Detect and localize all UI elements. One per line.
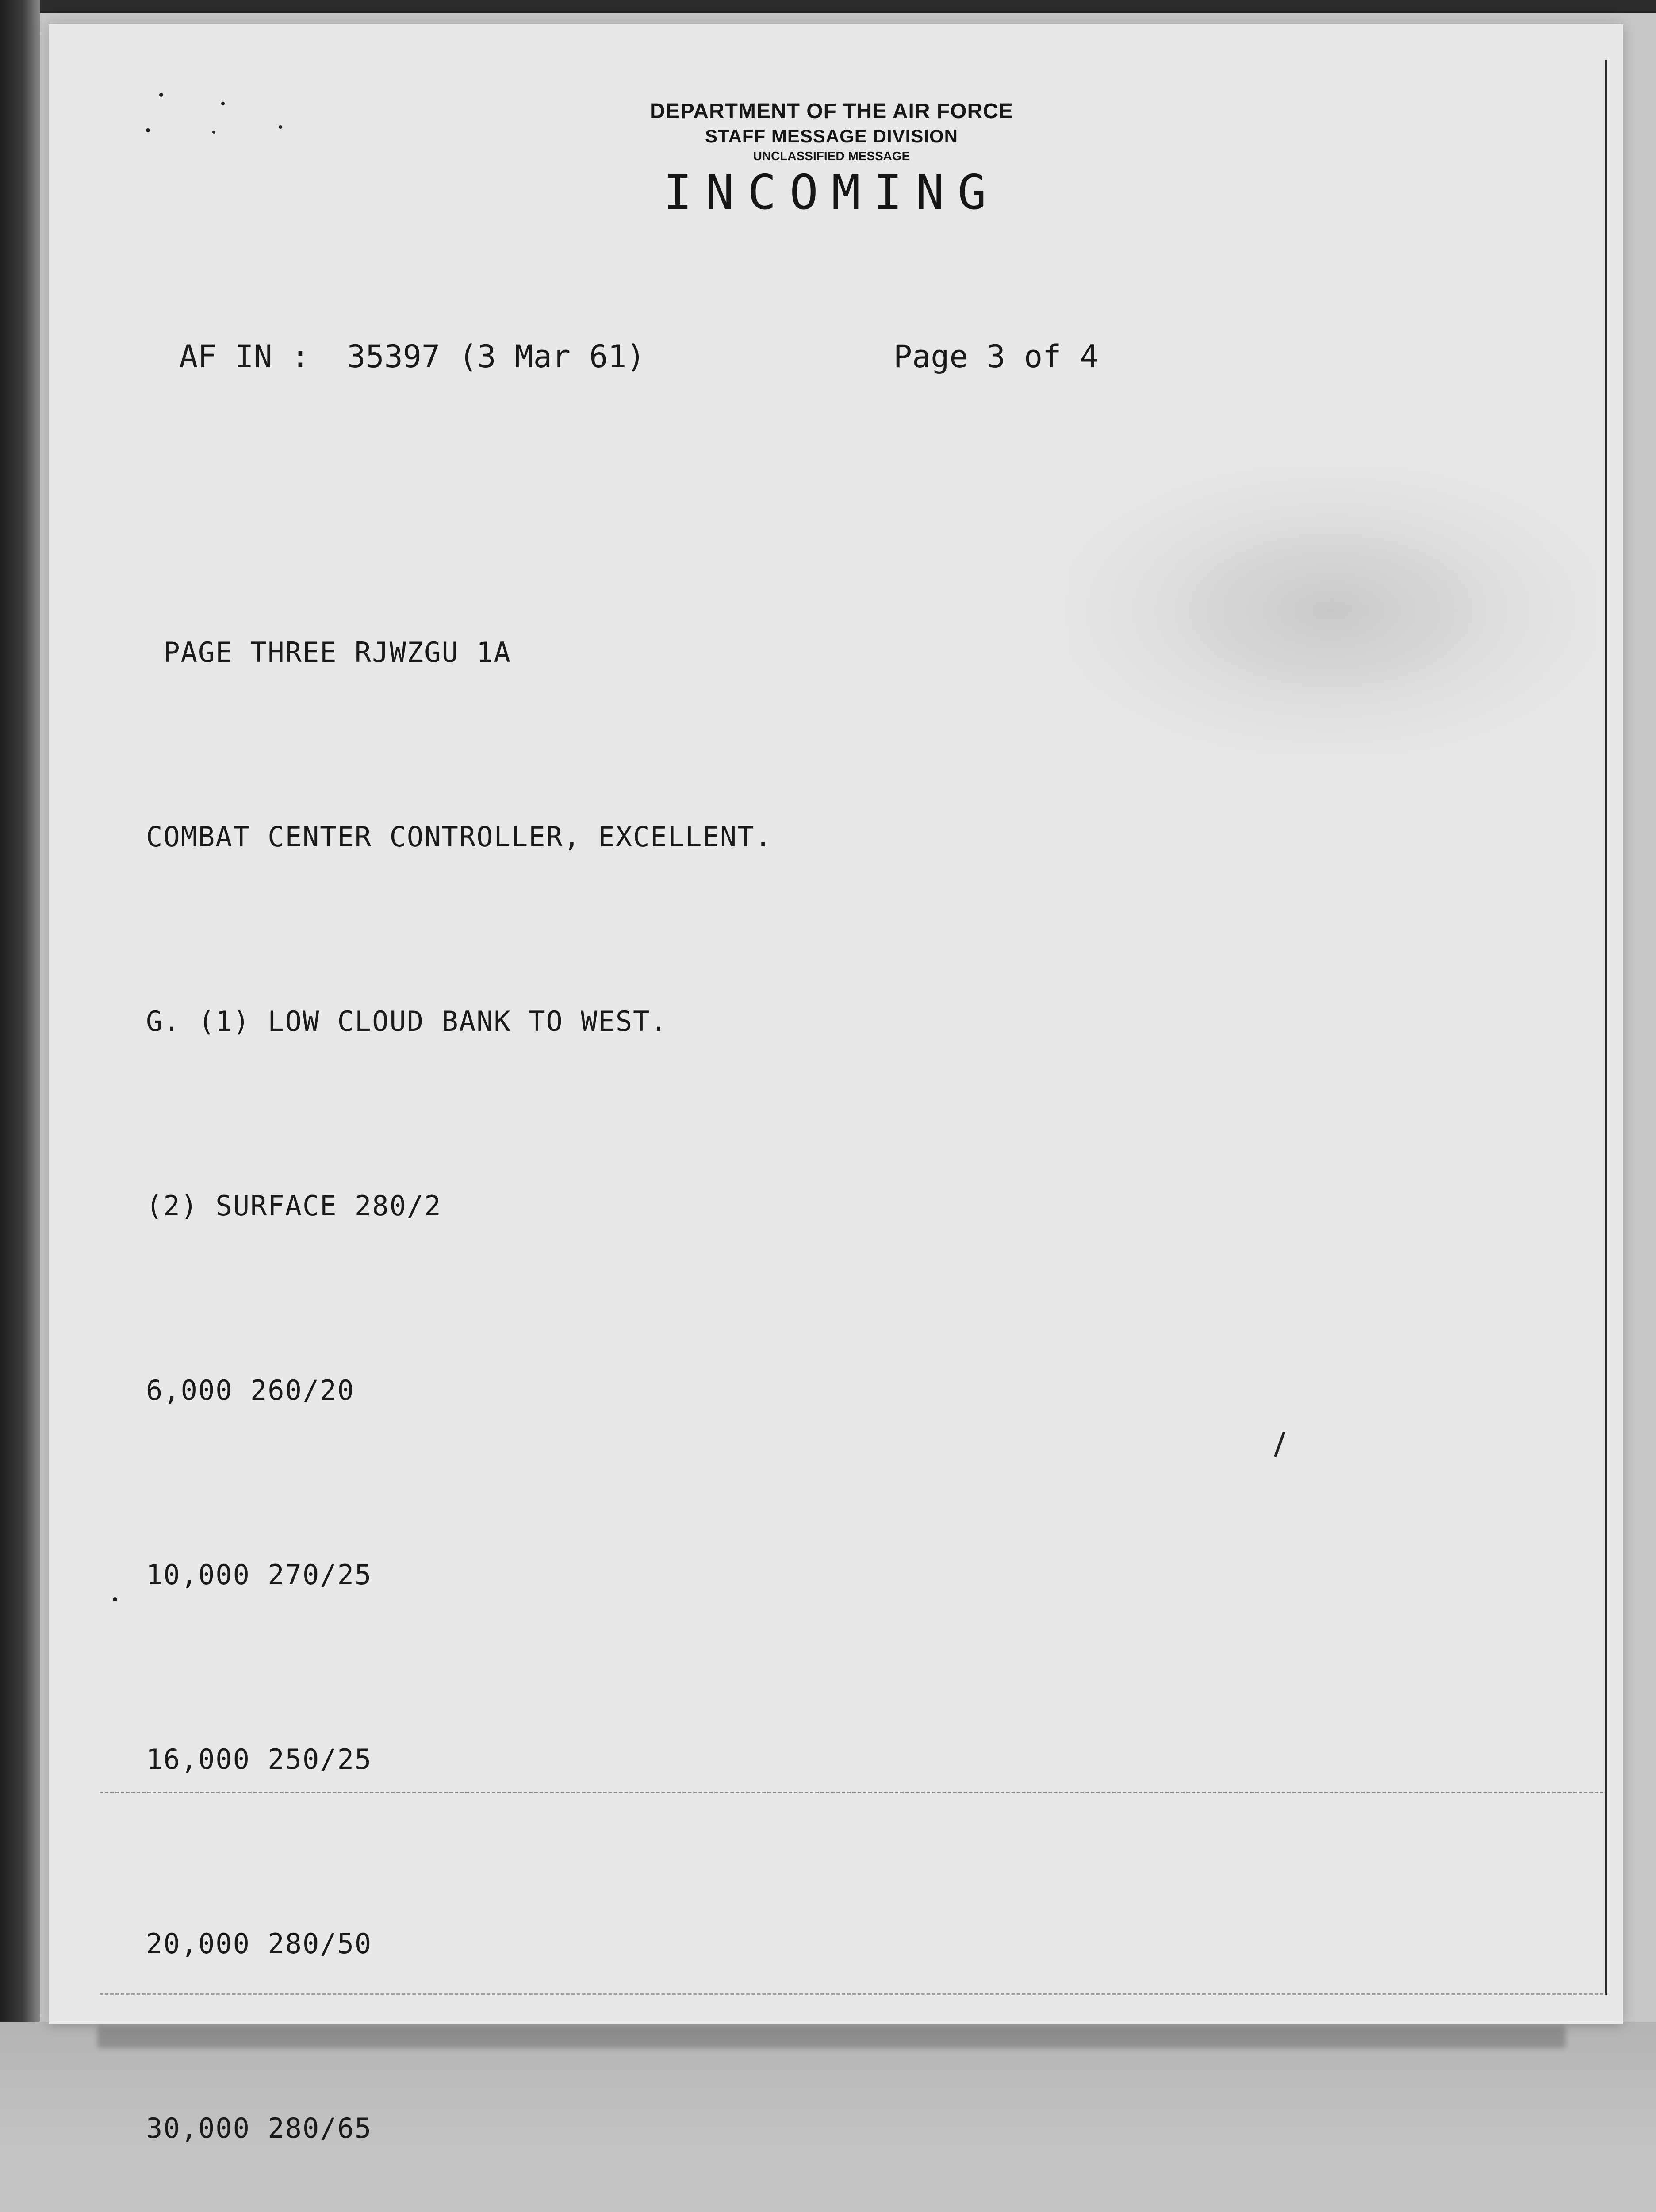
message-body: [146, 499, 1473, 2212]
classification-label: UNCLASSIFIED MESSAGE: [753, 149, 910, 163]
af-in-reference: AF IN : 35397 (3 Mar 61): [179, 338, 645, 375]
message-sheet: [49, 24, 1623, 2144]
message-type-title: INCOMING: [663, 165, 1000, 220]
department-name: DEPARTMENT OF THE AIR FORCE: [650, 100, 1013, 123]
division-name: STAFF MESSAGE DIVISION: [705, 126, 958, 146]
message-line: 6,000 260/20: [146, 1374, 355, 1406]
scan-frame-left: [0, 0, 40, 2035]
message-line: 30,000 280/65: [146, 2112, 372, 2144]
page-number: Page 3 of 4: [893, 338, 1099, 375]
message-header: [597, 99, 1066, 222]
scan-frame-top: [0, 0, 1656, 13]
right-margin-rule: [1605, 60, 1607, 1995]
message-line: 10,000 270/25: [146, 1559, 372, 1591]
message-line: 20,000 280/50: [146, 1928, 372, 1960]
message-line: G. (1) LOW CLOUD BANK TO WEST.: [146, 1005, 668, 1037]
message-line: (2) SURFACE 280/2: [146, 1190, 442, 1222]
message-line: PAGE THREE RJWZGU 1A: [146, 636, 511, 668]
message-line: 16,000 250/25: [146, 1743, 372, 1775]
message-line: COMBAT CENTER CONTROLLER, EXCELLENT.: [146, 821, 772, 853]
